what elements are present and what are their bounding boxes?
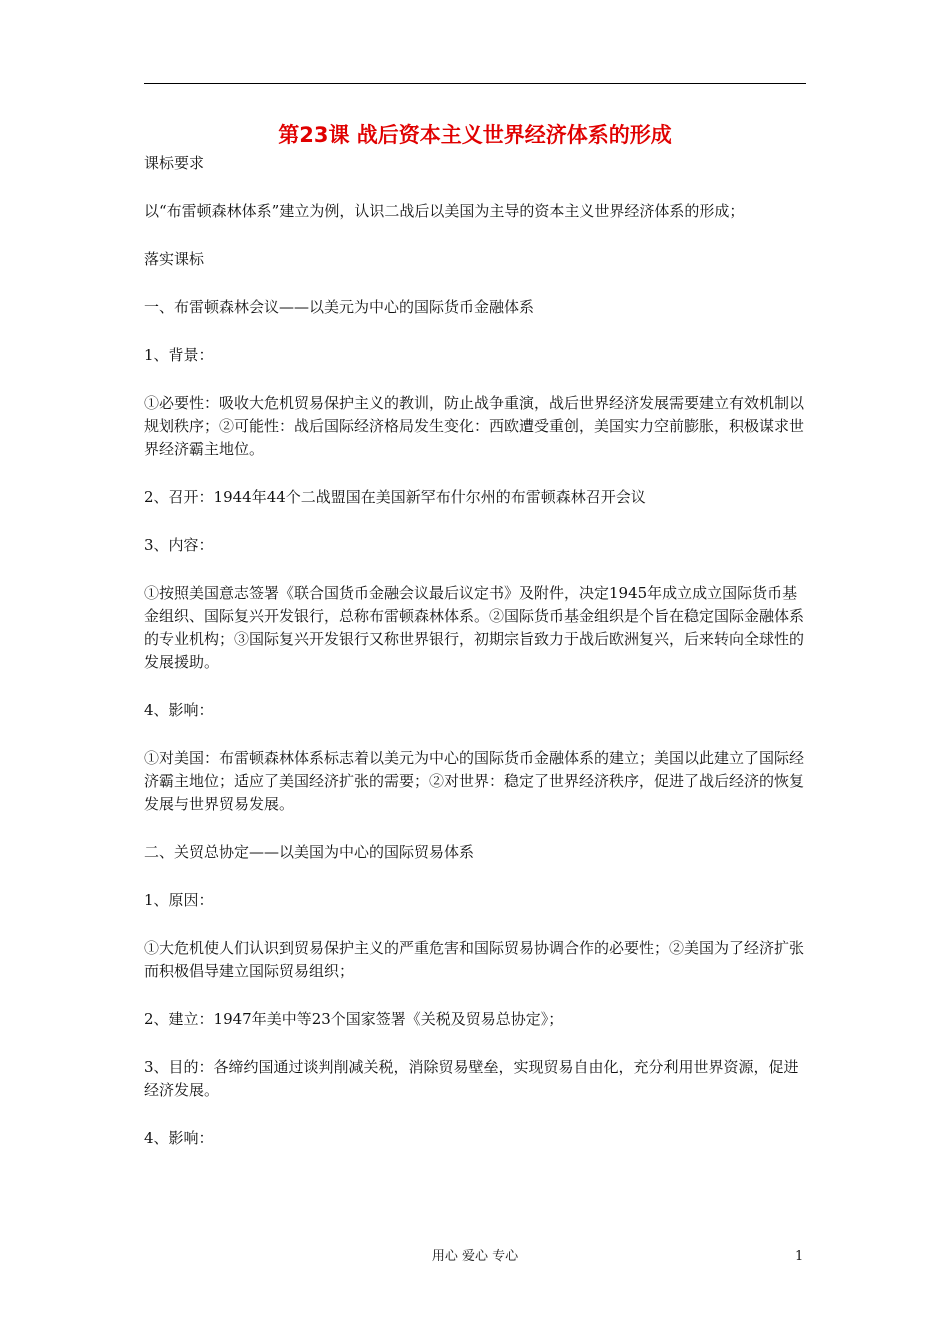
paragraph: 以“布雷顿森林体系”建立为例，认识二战后以美国为主导的资本主义世界经济体系的形成；	[144, 202, 745, 220]
paragraph: 1、原因：	[144, 891, 214, 909]
paragraph: 3、目的：各缔约国通过谈判削减关税，消除贸易壁垒，实现贸易自由化，充分利用世界资源，促进经济发展。	[144, 1058, 799, 1099]
lesson-title: 第23课 战后资本主义世界经济体系的形成	[278, 123, 672, 147]
paragraph: ①大危机使人们认识到贸易保护主义的严重危害和国际贸易协调合作的必要性；②美国为了经济扩张而积极倡导建立国际贸易组织；	[144, 939, 805, 980]
paragraph: 4、影响：	[144, 1129, 214, 1147]
paragraph: ①按照美国意志签署《联合国货币金融会议最后议定书》及附件，决定1945年成立成立国际货币基金组织、国际复兴开发银行，总称布雷顿森林体系。②国际货币基金组织是个旨在稳定国际金融体系的专业机构；③国际复兴开发银行又称世界银行，初期宗旨致力于战后欧洲复兴，后来转向全球性的发展援助。	[144, 584, 805, 671]
paragraph: 1、背景：	[144, 346, 214, 364]
paragraph: 2、建立：1947年美中等23个国家签署《关税及贸易总协定》；	[144, 1010, 564, 1028]
paragraph: 2、召开：1944年44个二战盟国在美国新罕布什尔州的布雷顿森林召开会议	[144, 488, 646, 506]
paragraph: ①对美国：布雷顿森林体系标志着以美元为中心的国际货币金融体系的建立；美国以此建立了国际经济霸主地位；适应了美国经济扩张的需要；②对世界：稳定了世界经济秩序，促进了战后经济的恢复发展与世界贸易发展。	[144, 749, 805, 813]
paragraph: 3、内容：	[144, 536, 214, 554]
paragraph: 二、关贸总协定——以美国为中心的国际贸易体系	[144, 843, 475, 861]
footer-motto: 用心 爱心 专心	[431, 1249, 519, 1264]
header-rule	[144, 83, 806, 84]
paragraph: 一、布雷顿森林会议——以美元为中心的国际货币金融体系	[144, 298, 535, 316]
page-number: 1	[795, 1249, 804, 1264]
paragraph: 课标要求	[144, 154, 205, 172]
paragraph: 4、影响：	[144, 701, 214, 719]
paragraph: 落实课标	[144, 250, 205, 268]
document-body	[144, 152, 806, 1150]
paragraph: ①必要性：吸收大危机贸易保护主义的教训，防止战争重演，战后世界经济发展需要建立有效机制以规划秩序；②可能性：战后国际经济格局发生变化：西欧遭受重创，美国实力空前膨胀，积极谋求世界经济霸主地位。	[144, 394, 805, 458]
